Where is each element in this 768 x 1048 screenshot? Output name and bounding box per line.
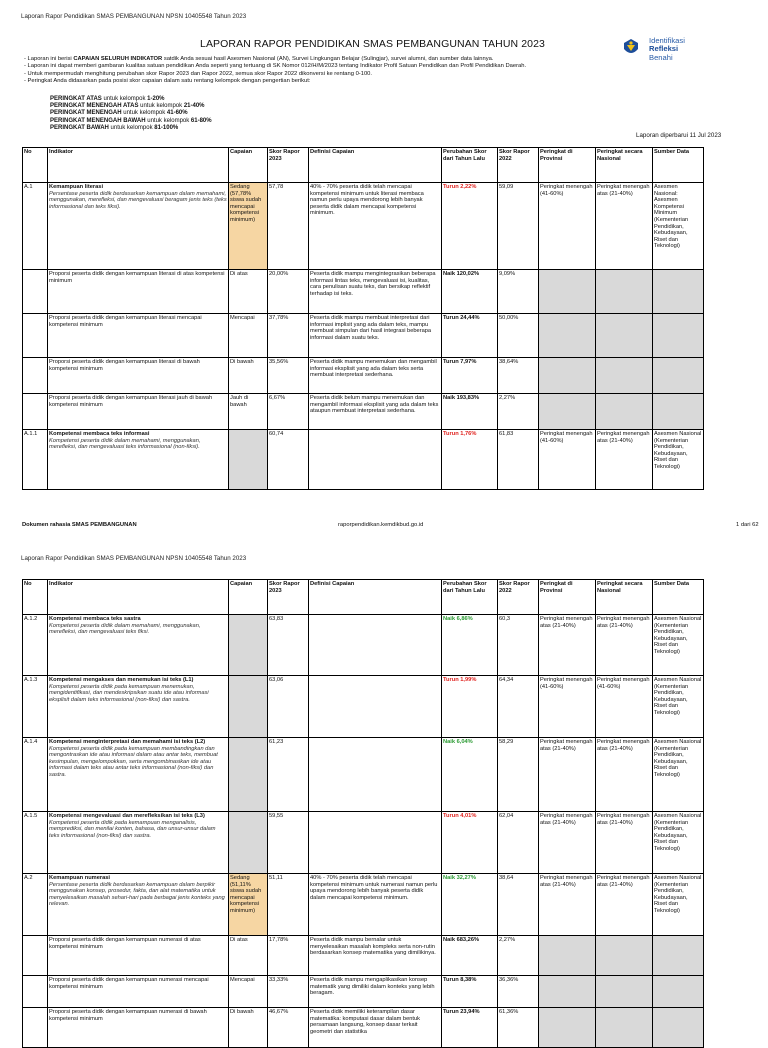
rank-national: Peringkat menengah atas (21-40%) xyxy=(596,738,653,812)
intro-notes xyxy=(24,52,724,85)
indicator-proportion: Proporsi peserta didik dengan kemampuan literasi mencapai kompetensi minimum xyxy=(49,315,202,328)
score-change-value: Turun 2,22% xyxy=(443,184,477,190)
score-change-value: Turun 4,01% xyxy=(443,813,477,819)
score-2023: 60,74 xyxy=(268,430,309,490)
score-2023: 46,67% xyxy=(268,1008,309,1048)
indicator-cell xyxy=(48,976,229,1008)
capaian-definition: Peserta didik belum mampu menemukan dan mengambil informasi eksplisit yang ada dalam teks ataupun membuat interpretasi sederhana. xyxy=(309,394,442,430)
capaian-cell xyxy=(229,430,268,490)
score-change xyxy=(442,976,498,1008)
data-source: Asesmen Nasional (Kementerian Pendidikan, Kebudayaan, Riset dan Teknologi) xyxy=(653,738,704,812)
rank-province: Peringkat menengah atas (21-40%) xyxy=(539,812,596,874)
column-header: No xyxy=(23,580,48,615)
score-2023: 20,00% xyxy=(268,270,309,314)
score-change xyxy=(442,615,498,676)
score-2022: 64,34 xyxy=(498,676,539,738)
score-change-value: Naik 6,04% xyxy=(443,739,473,745)
data-source xyxy=(653,1008,704,1048)
score-change xyxy=(442,394,498,430)
score-change xyxy=(442,430,498,490)
rank-range: 81-100% xyxy=(154,124,179,131)
column-header: Sumber Data xyxy=(653,580,704,615)
rank-province xyxy=(539,314,596,358)
score-change-value: Naik 32,27% xyxy=(443,875,476,881)
score-change xyxy=(442,676,498,738)
score-change-value: Turun 23,94% xyxy=(443,1009,480,1015)
score-change-value: Naik 120,02% xyxy=(443,271,480,277)
rank-province: Peringkat menengah atas (21-40%) xyxy=(539,615,596,676)
column-header: Capaian xyxy=(229,148,268,183)
table-header-row xyxy=(23,580,704,615)
indicator-number xyxy=(23,270,48,314)
table-row xyxy=(23,394,704,430)
rank-text: untuk kelompok xyxy=(145,117,191,124)
running-header: Laporan Rapor Pendidikan SMAS PEMBANGUNAN NPSN 10405548 Tahun 2023 xyxy=(21,13,247,20)
capaian-definition xyxy=(309,615,442,676)
rank-national xyxy=(596,394,653,430)
indicator-number: A.1 xyxy=(23,183,48,270)
indicator-proportion: Proporsi peserta didik dengan kemampuan literasi di bawah kompetensi minimum xyxy=(49,359,200,372)
ranking-legend xyxy=(50,96,212,132)
column-header: Skor Rapor 2022 xyxy=(498,148,539,183)
column-header: Peringkat secara Nasional xyxy=(596,148,653,183)
rank-text: untuk kelompok xyxy=(121,110,167,117)
score-change-value: Naik 193,83% xyxy=(443,395,480,401)
capaian-definition: Peserta didik memiliki keterampilan dasar matematika: komputasi dasar dalam bentuk persamaan langsung, konsep dasar terkait geometri dan statistika xyxy=(309,1008,442,1048)
score-change-value: Turun 8,38% xyxy=(443,977,477,983)
rank-province: Peringkat menengah atas (21-40%) xyxy=(539,738,596,812)
score-change xyxy=(442,936,498,976)
rank-national: Peringkat menengah (41-60%) xyxy=(596,676,653,738)
score-2022: 9,09% xyxy=(498,270,539,314)
table-row xyxy=(23,615,704,676)
score-2023: 57,78 xyxy=(268,183,309,270)
rank-national xyxy=(596,358,653,394)
report-title: LAPORAN RAPOR PENDIDIKAN SMAS PEMBANGUNAN TAHUN 2023 xyxy=(200,38,545,50)
table-row xyxy=(23,358,704,394)
footer-site: rapor​pendidikan.kemdikbud.go.id xyxy=(338,522,424,528)
indicator-title: Kemampuan literasi xyxy=(49,184,104,190)
indicator-number: A.1.1 xyxy=(23,430,48,490)
rank-name: PERINGKAT MENENGAH xyxy=(50,110,122,117)
score-2022: 60,3 xyxy=(498,615,539,676)
indicator-description: Kompetensi peserta didik dalam memahami, menggunakan, merefleksi, dan mengevaluasi teks fiksi. xyxy=(49,622,201,636)
score-change-value: Turun 1,99% xyxy=(443,677,477,683)
indicator-number xyxy=(23,394,48,430)
capaian-cell: Di atas xyxy=(229,270,268,314)
indicator-title: Kompetensi menginterpretasi dan memahami isi teks (L2) xyxy=(49,739,206,745)
table-row xyxy=(23,936,704,976)
table-row xyxy=(23,1008,704,1048)
score-2023: 63,83 xyxy=(268,615,309,676)
table-row xyxy=(23,183,704,270)
rank-range: 61-80% xyxy=(190,117,212,124)
indicator-number xyxy=(23,358,48,394)
indicator-cell xyxy=(48,270,229,314)
capaian-cell: Di atas xyxy=(229,936,268,976)
rank-province xyxy=(539,1008,596,1048)
rank-range: 41-60% xyxy=(166,110,188,117)
capaian-definition: Peserta didik mampu mengintegrasikan beberapa informasi lintas teks, mengevaluasi isi, kualitas, cara penulisan suatu teks, dan bersikap reflektif terhadap isi teks. xyxy=(309,270,442,314)
table-row xyxy=(23,874,704,936)
indicator-cell xyxy=(48,183,229,270)
intro-line xyxy=(24,71,724,78)
rank-definition xyxy=(50,103,212,110)
capaian-cell: Mencapai xyxy=(229,314,268,358)
indicator-title: Kompetensi membaca teks sastra xyxy=(49,616,141,622)
intro-text: - Laporan ini berisi xyxy=(24,56,74,62)
column-header: Sumber Data xyxy=(653,148,704,183)
column-header: Definisi Capaian xyxy=(309,580,442,615)
rank-national xyxy=(596,1008,653,1048)
rank-name: PERINGKAT MENENGAH ATAS xyxy=(50,103,139,110)
capaian-cell: Di bawah xyxy=(229,358,268,394)
indicator-description: Kompetensi peserta didik dalam memahami, menggunakan, merefleksi, dan mengevaluasi teks informasional (non-fiksi). xyxy=(49,437,201,451)
footer-confidential: Dokumen rahasia SMAS PEMBANGUNAN xyxy=(22,522,137,528)
rank-national: Peringkat menengah atas (21-40%) xyxy=(596,812,653,874)
logo-line-3: Benahi xyxy=(649,52,673,62)
capaian-cell xyxy=(229,812,268,874)
capaian-definition: Peserta didik mampu bernalar untuk menyelesaikan masalah kompleks serta non-rutin berdasarkan konsep matematika yang dimilikinya. xyxy=(309,936,442,976)
indicator-cell xyxy=(48,738,229,812)
score-2022: 38,64 xyxy=(498,874,539,936)
score-2022: 61,83 xyxy=(498,430,539,490)
column-header: Skor Rapor 2023 xyxy=(268,580,309,615)
indicator-cell xyxy=(48,314,229,358)
rank-national: Peringkat menengah atas (21-40%) xyxy=(596,615,653,676)
rank-name: PERINGKAT BAWAH xyxy=(50,124,109,131)
table-header-row xyxy=(23,148,704,183)
score-2022: 38,64% xyxy=(498,358,539,394)
indicator-description: Persentase peserta didik berdasarkan kemampuan dalam berpikir menggunakan konsep, prosedur, fakta, dan alat matematika untuk menyelesaikan masalah sehari-hari pada berbagai jenis konteks yang relevan. xyxy=(49,881,225,908)
indicator-description: Kompetensi peserta didik pada kemampuan menemukan, mengidentifikasi, dan mendeskripsikan suatu ide atau informasi eksplisit dalam teks informasional (non-fiksi) dan sastra. xyxy=(49,683,209,703)
capaian-cell xyxy=(229,738,268,812)
score-2023: 51,11 xyxy=(268,874,309,936)
score-2023: 6,67% xyxy=(268,394,309,430)
table-row xyxy=(23,430,704,490)
score-2022: 36,36% xyxy=(498,976,539,1008)
rank-text: untuk kelompok xyxy=(108,124,155,131)
column-header: Perubahan Skor dari Tahun Lalu xyxy=(442,148,498,183)
rank-province xyxy=(539,976,596,1008)
updated-date: Laporan diperbarui 11 Jul 2023 xyxy=(636,132,722,139)
table-row xyxy=(23,270,704,314)
rank-national: Peringkat menengah atas (21-40%) xyxy=(596,874,653,936)
indicator-description: Kompetensi peserta didik pada kemampuan membandingkan dan mengontraskan ide atau informasi dalam atau antar teks, membuat kesimpulan, mengelompokkan, serta mengombinasikan ide atau informasi dalam teks atau antar teks informasional (non-fiksi) dan sastra. xyxy=(49,745,218,778)
score-change xyxy=(442,738,498,812)
score-change-value: Turun 7,97% xyxy=(443,359,477,365)
score-change-value: Naik 6,86% xyxy=(443,616,473,622)
indicator-table-page-2 xyxy=(22,579,704,1048)
indicator-number: A.1.4 xyxy=(23,738,48,812)
running-header: Laporan Rapor Pendidikan SMAS PEMBANGUNAN NPSN 10405548 Tahun 2023 xyxy=(21,555,247,562)
rank-national xyxy=(596,976,653,1008)
indicator-cell xyxy=(48,676,229,738)
rank-national: Peringkat menengah atas (21-40%) xyxy=(596,430,653,490)
column-header: Indikator xyxy=(48,580,229,615)
indicator-proportion: Proporsi peserta didik dengan kemampuan literasi di atas kompetensi minimum xyxy=(49,271,225,284)
rank-national xyxy=(596,314,653,358)
capaian-definition xyxy=(309,812,442,874)
indicator-cell xyxy=(48,615,229,676)
indicator-proportion: Proporsi peserta didik dengan kemampuan numerasi di atas kompetensi minimum xyxy=(49,937,201,950)
capaian-definition xyxy=(309,676,442,738)
rank-province: Peringkat menengah (41-60%) xyxy=(539,183,596,270)
indicator-title: Kompetensi membaca teks informasi xyxy=(49,431,150,437)
indicator-proportion: Proporsi peserta didik dengan kemampuan numerasi mencapai kompetensi minimum xyxy=(49,977,209,990)
data-source: Asesmen Nasional (Kementerian Pendidikan, Kebudayaan, Riset dan Teknologi) xyxy=(653,615,704,676)
rank-name: PERINGKAT ATAS xyxy=(50,96,102,102)
score-2023: 17,78% xyxy=(268,936,309,976)
intro-line xyxy=(24,63,724,70)
capaian-definition: 40% - 70% peserta didik telah mencapai kompetensi minimum untuk literasi membaca namun perlu upaya mendorong lebih banyak peserta didik dalam mencapai kompetensi minimum. xyxy=(309,183,442,270)
rank-province xyxy=(539,358,596,394)
indicator-description: Persentase peserta didik berdasarkan kemampuan dalam memahami, menggunakan, merefleksi, dan mengevaluasi beragam jenis teks (teks informasional dan teks fiksi). xyxy=(49,190,227,210)
data-source xyxy=(653,270,704,314)
indicator-number xyxy=(23,976,48,1008)
data-source: Asesmen Nasional (Kementerian Pendidikan, Kebudayaan, Riset dan Teknologi) xyxy=(653,812,704,874)
indicator-cell xyxy=(48,1008,229,1048)
intro-line xyxy=(24,52,724,63)
data-source xyxy=(653,314,704,358)
score-2022: 59,09 xyxy=(498,183,539,270)
data-source xyxy=(653,976,704,1008)
score-2023: 33,33% xyxy=(268,976,309,1008)
data-source xyxy=(653,358,704,394)
score-2023: 63,06 xyxy=(268,676,309,738)
table-row xyxy=(23,738,704,812)
rank-province: Peringkat menengah (41-60%) xyxy=(539,430,596,490)
indicator-table-page-1 xyxy=(22,147,704,490)
rank-province: Peringkat menengah (41-60%) xyxy=(539,676,596,738)
rank-province xyxy=(539,394,596,430)
intro-line xyxy=(24,78,724,85)
data-source: Asesmen Nasional (Kementerian Pendidikan, Kebudayaan, Riset dan Teknologi) xyxy=(653,676,704,738)
data-source: Asesmen Nasional (Kementerian Pendidikan, Kebudayaan, Riset dan Teknologi) xyxy=(653,874,704,936)
rank-definition xyxy=(50,96,212,103)
capaian-definition: Peserta didik mampu membuat interpretasi dari informasi implisit yang ada dalam teks, mampu membuat simpulan dari hasil integrasi beberapa informasi dalam suatu teks. xyxy=(309,314,442,358)
indicator-title: Kompetensi mengakses dan menemukan isi teks (L1) xyxy=(49,677,194,683)
indicator-number: A.2 xyxy=(23,874,48,936)
capaian-definition: 40% - 70% peserta didik telah mencapai kompetensi minimum untuk numerasi namun perlu upaya mendorong lebih banyak peserta didik dalam mencapai kompetensi minimum. xyxy=(309,874,442,936)
score-2022: 50,00% xyxy=(498,314,539,358)
capaian-definition: Peserta didik mampu menemukan dan mengambil informasi eksplisit yang ada dalam teks serta membuat interpretasi sederhana. xyxy=(309,358,442,394)
indicator-proportion: Proporsi peserta didik dengan kemampuan numerasi di bawah kompetensi minimum xyxy=(49,1009,207,1022)
capaian-cell: Mencapai xyxy=(229,976,268,1008)
indicator-cell xyxy=(48,812,229,874)
column-header: Definisi Capaian xyxy=(309,148,442,183)
score-change xyxy=(442,1008,498,1048)
score-2023: 59,55 xyxy=(268,812,309,874)
column-header: Peringkat di Provinsi xyxy=(539,148,596,183)
column-header: Indikator xyxy=(48,148,229,183)
indicator-number: A.1.3 xyxy=(23,676,48,738)
rank-range: 1-20% xyxy=(147,96,165,102)
indicator-number xyxy=(23,1008,48,1048)
score-change-value: Turun 24,44% xyxy=(443,315,480,321)
indicator-cell xyxy=(48,874,229,936)
indicator-cell xyxy=(48,394,229,430)
indicator-number xyxy=(23,314,48,358)
rank-text: untuk kelompok xyxy=(101,96,148,102)
table-row xyxy=(23,976,704,1008)
intro-text: - Laporan ini dapat memberi gambaran kualitas satuan pendidikan Anda seperti yang tertuang di SK Nomor 012/H/M/2023 tentang Indikator Profil Satuan Pendidikan dan Profil Pendidikan Daerah. xyxy=(24,63,527,70)
rank-definition xyxy=(50,125,212,132)
indicator-proportion: Proporsi peserta didik dengan kemampuan literasi jauh di bawah kompetensi minimum xyxy=(49,395,213,408)
capaian-definition: Peserta didik mampu mengaplikasikan konsep matematik yang dimiliki dalam konteks yang lebih beragam. xyxy=(309,976,442,1008)
indicator-description: Kompetensi peserta didik pada kemampuan menganalisis, memprediksi, dan menilai konten, bahasa, dan unsur-unsur dalam teks informasional (non-fiksi) dan sastra. xyxy=(49,819,216,839)
score-change-value: Naik 683,26% xyxy=(443,937,480,943)
rank-name: PERINGKAT MENENGAH BAWAH xyxy=(50,117,146,124)
intro-text: - Untuk mempermudah menghitung perubahan skor Rapor 2023 dan Rapor 2022, semua skor Rapor 2022 dikonversi ke rentang 0-100. xyxy=(24,70,373,77)
logo-line-2: Refleksi xyxy=(649,44,679,54)
indicator-number xyxy=(23,936,48,976)
score-2023: 61,23 xyxy=(268,738,309,812)
rank-national: Peringkat menengah atas (21-40%) xyxy=(596,183,653,270)
column-header: Peringkat secara Nasional xyxy=(596,580,653,615)
score-2022: 58,29 xyxy=(498,738,539,812)
indicator-title: Kemampuan numerasi xyxy=(49,875,111,881)
capaian-cell: Jauh di bawah xyxy=(229,394,268,430)
table-row xyxy=(23,314,704,358)
footer-page-number: 1 dari 62 xyxy=(736,522,759,528)
table-row xyxy=(23,812,704,874)
capaian-cell xyxy=(229,615,268,676)
table-row xyxy=(23,676,704,738)
indicator-cell xyxy=(48,358,229,394)
rank-definition xyxy=(50,110,212,117)
rank-province: Peringkat menengah atas (21-40%) xyxy=(539,874,596,936)
score-2022: 2,27% xyxy=(498,394,539,430)
score-change xyxy=(442,874,498,936)
score-2022: 2,27% xyxy=(498,936,539,976)
indicator-number: A.1.5 xyxy=(23,812,48,874)
capaian-cell: Sedang (57,78% siswa sudah mencapai kompetensi minimum) xyxy=(229,183,268,270)
column-header: Skor Rapor 2022 xyxy=(498,580,539,615)
rank-national xyxy=(596,270,653,314)
score-2022: 62,04 xyxy=(498,812,539,874)
report-page-2 xyxy=(0,541,768,1035)
rank-text: untuk kelompok xyxy=(138,103,184,110)
score-change-value: Turun 1,76% xyxy=(443,431,477,437)
capaian-cell xyxy=(229,676,268,738)
capaian-cell: Di bawah xyxy=(229,1008,268,1048)
column-header: No xyxy=(23,148,48,183)
indicator-title: Kompetensi mengevaluasi dan merefleksikan isi teks (L3) xyxy=(49,813,205,819)
capaian-definition xyxy=(309,738,442,812)
capaian-definition xyxy=(309,430,442,490)
indicator-number: A.1.2 xyxy=(23,615,48,676)
score-2023: 37,78% xyxy=(268,314,309,358)
rank-national xyxy=(596,936,653,976)
score-2023: 35,56% xyxy=(268,358,309,394)
intro-text: - Peringkat Anda didasarkan pada posisi skor capaian dalam satu rentang kelompok dengan pengertian berikut: xyxy=(24,77,311,84)
rank-province xyxy=(539,270,596,314)
column-header: Skor Rapor 2023 xyxy=(268,148,309,183)
rank-province xyxy=(539,936,596,976)
intro-emphasis: CAPAIAN SELURUH INDIKATOR xyxy=(73,56,163,62)
data-source xyxy=(653,936,704,976)
indicator-cell xyxy=(48,430,229,490)
score-2022: 61,36% xyxy=(498,1008,539,1048)
indicator-cell xyxy=(48,936,229,976)
column-header: Peringkat di Provinsi xyxy=(539,580,596,615)
score-change xyxy=(442,314,498,358)
capaian-cell: Sedang (51,11% siswa sudah mencapai kompetensi minimum) xyxy=(229,874,268,936)
data-source: Asesmen Nasional (Kementerian Pendidikan, Kebudayaan, Riset dan Teknologi) xyxy=(653,430,704,490)
data-source: Asesmen Nasional: Asesmen Kompetensi Minimum (Kementerian Pendidikan, Kebudayaan, Riset dan Teknologi) xyxy=(653,183,704,270)
logo-line-1: Identifikasi xyxy=(649,36,685,45)
score-change xyxy=(442,812,498,874)
score-change xyxy=(442,183,498,270)
data-source xyxy=(653,394,704,430)
column-header: Perubahan Skor dari Tahun Lalu xyxy=(442,580,498,615)
column-header: Capaian xyxy=(229,580,268,615)
score-change xyxy=(442,270,498,314)
score-change xyxy=(442,358,498,394)
intro-text: satdik Anda sesuai hasil Asesmen Nasional (AN), Survei Lingkungan Belajar (Sulingjar), survei alumni, dan sumber data lainnya. xyxy=(162,56,494,62)
rank-definition xyxy=(50,118,212,125)
rank-range: 21-40% xyxy=(183,103,205,110)
